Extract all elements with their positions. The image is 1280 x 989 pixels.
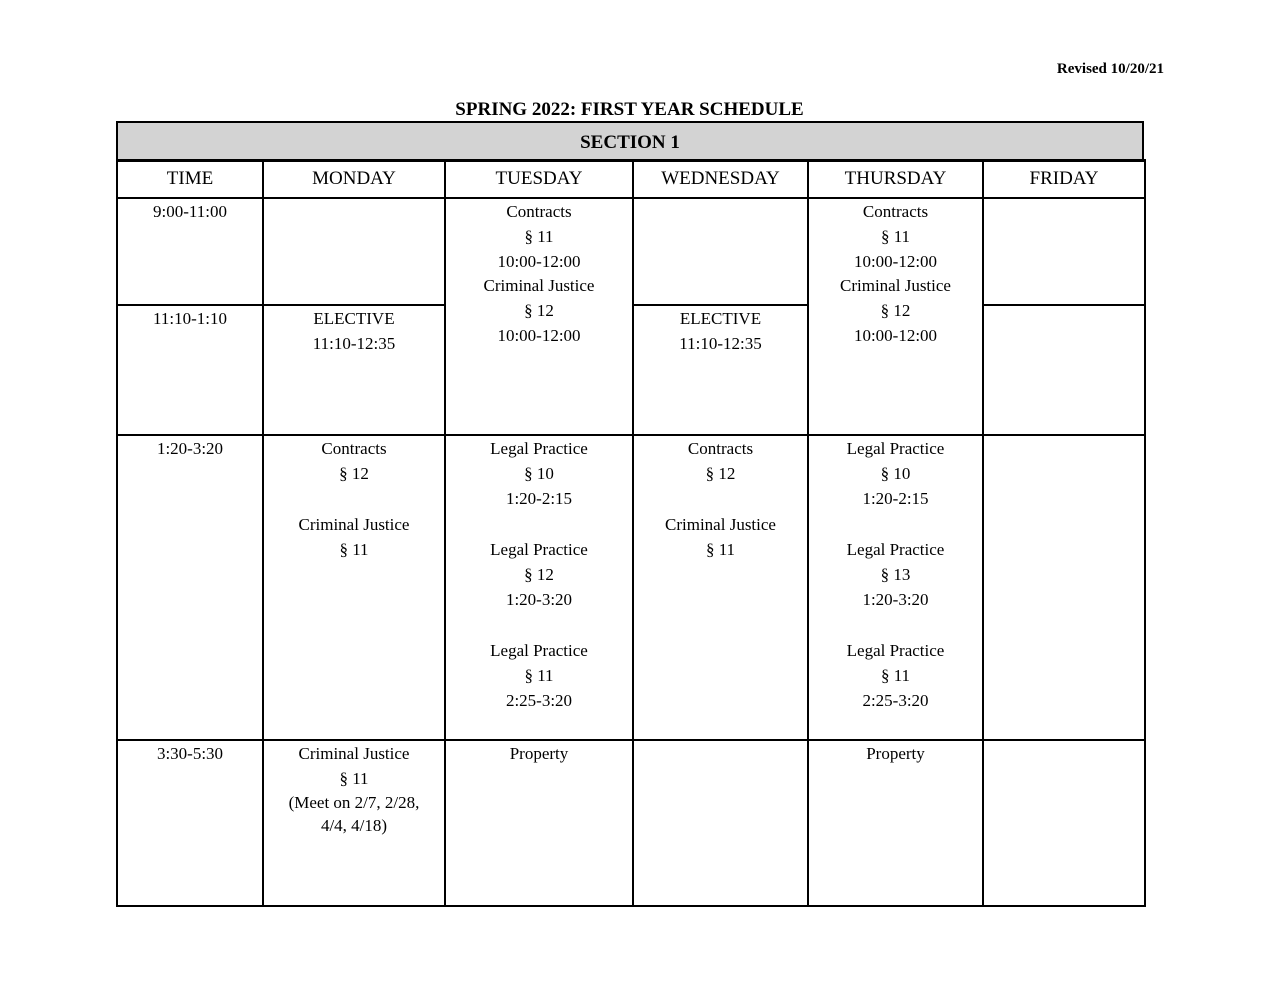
mon-afternoon <box>263 435 445 740</box>
thu-morning-sec1: § 11 <box>880 227 911 247</box>
page-title: SPRING 2022: FIRST YEAR SCHEDULE <box>455 99 804 120</box>
thu-late <box>808 740 983 906</box>
mon-elective-course: ELECTIVE <box>313 309 395 328</box>
header-monday: MONDAY <box>263 160 445 198</box>
thu-morning-course2: Criminal Justice <box>840 275 951 295</box>
tue-morning-sec1: § 11 <box>524 227 554 247</box>
time-330pm: 3:30-5:30 <box>117 740 263 906</box>
thu-afternoon-time1: 1:20-2:15 <box>862 489 929 509</box>
header-wednesday: WEDNESDAY <box>633 160 808 198</box>
tue-afternoon-sec3: § 11 <box>524 665 554 685</box>
tue-late <box>445 740 633 906</box>
time-11am: 11:10-1:10 <box>117 305 263 435</box>
mon-afternoon-sec1: § 12 <box>339 464 369 484</box>
row-1pm <box>117 435 1145 740</box>
tue-afternoon-sec2: § 12 <box>524 565 554 584</box>
thu-morning-course1: Contracts <box>862 202 929 221</box>
thu-afternoon-course3: Legal Practice <box>846 640 945 660</box>
thu-afternoon-course2: Legal Practice <box>846 539 945 559</box>
row-9am <box>117 198 1145 305</box>
mon-late-note1: (Meet on 2/7, 2/28, <box>288 793 420 813</box>
tue-late-course: Property <box>509 744 569 763</box>
header-row <box>117 160 1145 198</box>
wed-afternoon-course2: Criminal Justice <box>665 514 776 534</box>
header-thursday: THURSDAY <box>808 160 983 198</box>
thu-morning-time1: 10:00-12:00 <box>853 252 938 272</box>
thu-morning-time2: 10:00-12:00 <box>853 326 938 346</box>
header-tuesday: TUESDAY <box>445 160 633 198</box>
tue-morning-sec2: § 12 <box>524 301 554 320</box>
time-1pm: 1:20-3:20 <box>117 435 263 740</box>
header-friday: FRIDAY <box>983 160 1145 198</box>
thu-late-course: Property <box>866 744 925 763</box>
row-330pm <box>117 740 1145 906</box>
wed-9am <box>633 198 808 305</box>
thu-afternoon-time2: 1:20-3:20 <box>862 590 929 610</box>
mon-elective-time: 11:10-12:35 <box>312 334 396 354</box>
wed-elective-course: ELECTIVE <box>679 309 762 328</box>
tue-afternoon-time3: 2:25-3:20 <box>505 691 573 710</box>
tue-morning-time2: 10:00-12:00 <box>497 326 581 346</box>
fri-1pm <box>983 435 1145 740</box>
mon-late-sec: § 11 <box>339 769 369 789</box>
fri-late <box>983 740 1145 906</box>
thu-afternoon-course1: Legal Practice <box>846 439 945 458</box>
mon-late-note2: 4/4, 4/18) <box>320 816 388 836</box>
mon-afternoon-sec2: § 11 <box>339 539 369 559</box>
time-9am: 9:00-11:00 <box>117 198 263 305</box>
mon-late-course: Criminal Justice <box>298 744 410 763</box>
tue-afternoon <box>445 435 633 740</box>
section-header: SECTION 1 <box>116 121 1144 162</box>
tue-afternoon-course3: Legal Practice <box>490 640 588 660</box>
wed-elective <box>633 305 808 435</box>
thu-morning <box>808 198 983 435</box>
thu-afternoon <box>808 435 983 740</box>
wed-afternoon-sec2: § 11 <box>705 539 736 559</box>
revised-date: Revised 10/20/21 <box>1056 61 1164 77</box>
wed-afternoon-sec1: § 12 <box>705 464 736 484</box>
schedule-table <box>116 159 1146 907</box>
fri-9am <box>983 198 1145 305</box>
tue-morning-course2: Criminal Justice <box>483 275 595 295</box>
mon-9am <box>263 198 445 305</box>
tue-afternoon-sec1: § 10 <box>524 464 554 484</box>
thu-afternoon-sec1: § 10 <box>880 464 911 484</box>
thu-afternoon-sec3: § 11 <box>880 665 911 685</box>
wed-elective-time: 11:10-12:35 <box>679 334 762 354</box>
thu-afternoon-sec2: § 13 <box>880 565 911 584</box>
wed-afternoon <box>633 435 808 740</box>
tue-afternoon-course1: Legal Practice <box>490 439 588 458</box>
mon-late <box>263 740 445 906</box>
header-time: TIME <box>117 160 263 198</box>
tue-afternoon-time1: 1:20-2:15 <box>505 489 573 509</box>
wed-late <box>633 740 808 906</box>
tue-morning-course1: Contracts <box>506 202 572 221</box>
tue-morning <box>445 198 633 435</box>
tue-morning-time1: 10:00-12:00 <box>497 252 581 272</box>
mon-elective <box>263 305 445 435</box>
fri-11am <box>983 305 1145 435</box>
tue-afternoon-course2: Legal Practice <box>490 539 588 559</box>
mon-afternoon-course2: Criminal Justice <box>298 514 410 534</box>
thu-morning-sec2: § 12 <box>880 301 911 320</box>
thu-afternoon-time3: 2:25-3:20 <box>862 691 929 710</box>
tue-afternoon-time2: 1:20-3:20 <box>505 590 573 610</box>
mon-afternoon-course1: Contracts <box>321 439 387 458</box>
wed-afternoon-course1: Contracts <box>687 439 754 458</box>
